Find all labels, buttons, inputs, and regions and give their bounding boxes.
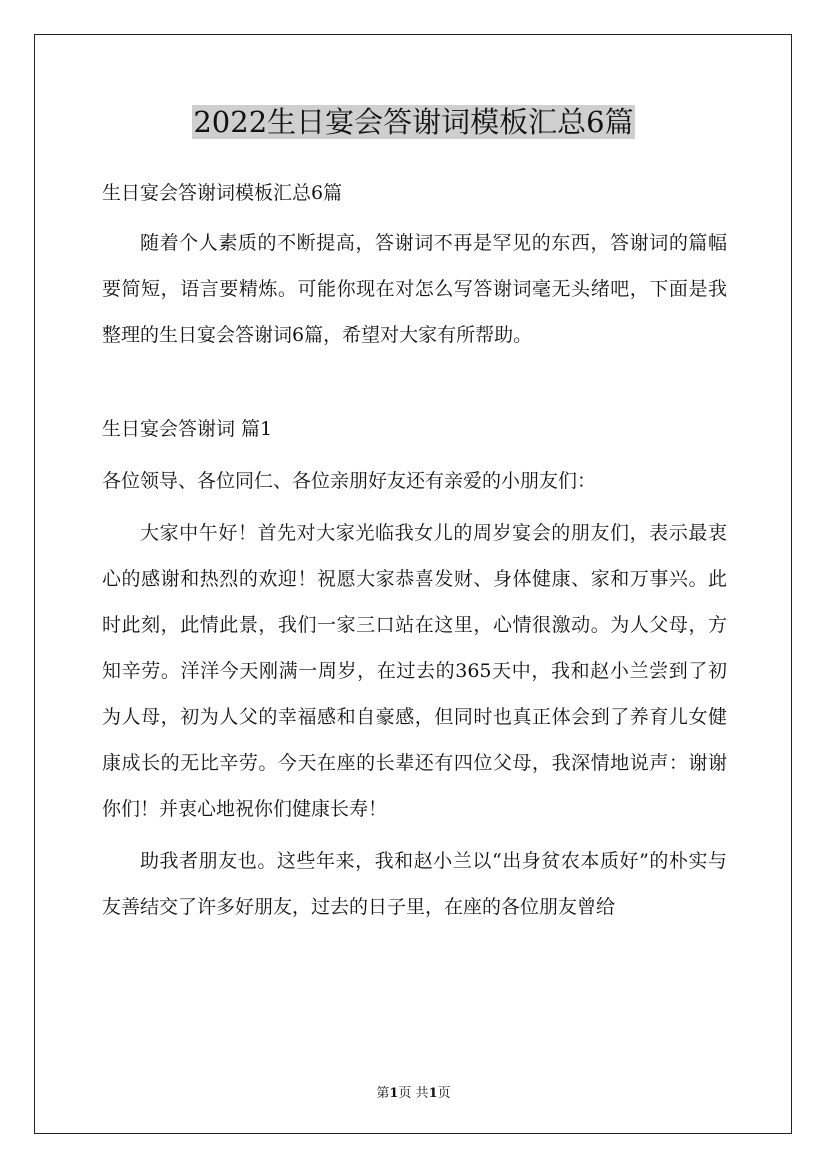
document-title [0,100,827,144]
document-body [102,170,727,930]
salutation: 各位领导、各位同仁、各位亲朋好友还有亲爱的小朋友们： [102,470,597,492]
spacer [102,358,727,398]
intro-paragraph: 随着个人素质的不断提高，答谢词不再是罕见的东西，答谢词的篇幅要简短，语言要精炼。可能你现在对怎么写答谢词毫无头绪吧，下面是我整理的生日宴会答谢词6篇，希望对大家有所帮助。 [102,232,727,346]
page-number: 1 [389,1086,399,1101]
page-prefix: 第 [376,1086,390,1101]
page-total: 1 [428,1086,438,1101]
section-heading: 生日宴会答谢词 篇1 [102,418,273,440]
page-mid: 页 共 [398,1086,429,1101]
body-paragraph-2: 助我者朋友也。这些年来，我和赵小兰以“出身贫农本质好”的朴实与友善结交了许多好朋友，过去的日子里，在座的各位朋友曾给 [102,850,727,918]
document-title-text: 2022生日宴会答谢词模板汇总6篇 [193,105,634,139]
page-suffix: 页 [437,1086,451,1101]
body-paragraph-1: 大家中午好！首先对大家光临我女儿的周岁宴会的朋友们，表示最衷心的感谢和热烈的欢迎！祝愿大家恭喜发财、身体健康、家和万事兴。此时此刻，此情此景，我们一家三口站在这里，心情很激动。为人父母，方知辛劳。洋洋今天刚满一周岁，在过去的365天中，我和赵小兰尝到了初为人母，初为人父的幸福感和自豪感，但同时也真正体会到了养育儿女健康成长的无比辛劳。今天在座的长辈还有四位父母，我深情地说声：谢谢你们！并衷心地祝你们健康长寿！ [102,522,727,820]
document-subtitle: 生日宴会答谢词模板汇总6篇 [102,182,343,204]
page-footer [0,1084,827,1104]
